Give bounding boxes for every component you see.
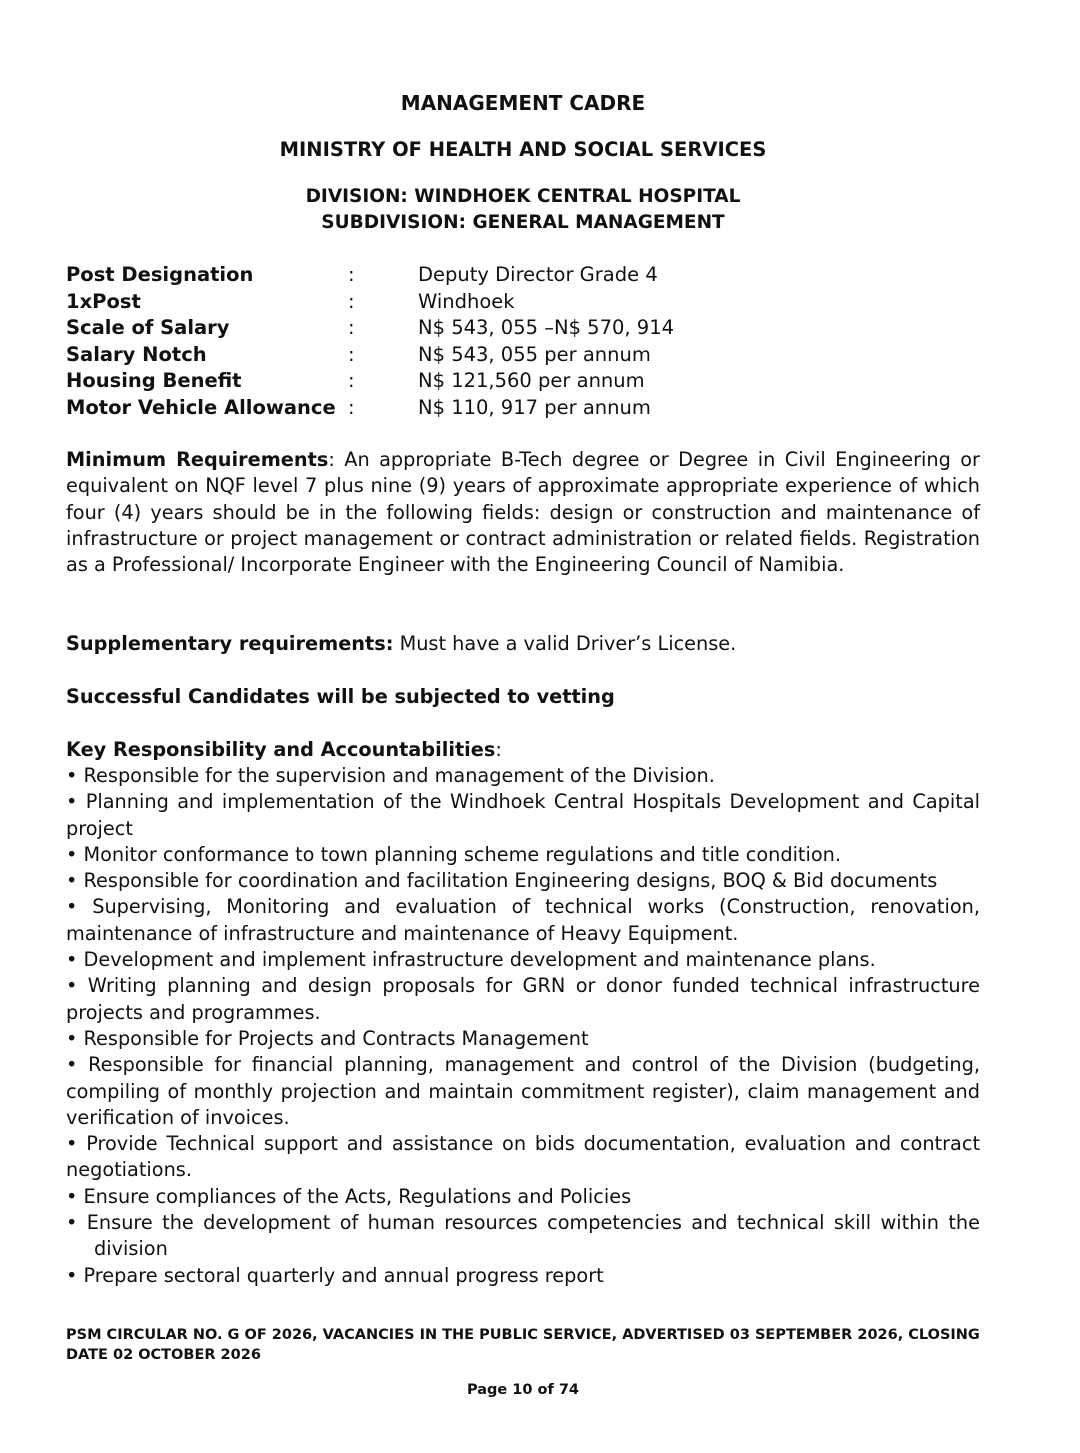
post-label: 1xPost <box>66 289 141 313</box>
post-value: Deputy Director Grade 4 <box>418 263 658 286</box>
list-item: • Responsible for financial planning, management and control of the Division (budgeting, compiling of monthly projection and maintain commitment register), claim management and verification of invoices. <box>66 1053 980 1129</box>
list-item: • Responsible for the supervision and management of the Division. <box>66 764 715 787</box>
supplementary-requirements-text: Must have a valid Driver’s License. <box>393 632 737 655</box>
list-item: • Supervising, Monitoring and evaluation of technical works (Construction, renovation, maintenance of infrastructure and maintenance of Heavy Equipment. <box>66 895 980 945</box>
post-colon: : <box>348 289 355 313</box>
post-value: N$ 543, 055 per annum <box>418 342 651 366</box>
post-colon: : <box>348 395 355 419</box>
post-colon: : <box>348 263 355 286</box>
post-row <box>66 342 674 369</box>
ministry-heading: MINISTRY OF HEALTH AND SOCIAL SERVICES <box>279 138 767 161</box>
post-row <box>66 289 674 316</box>
post-row <box>66 262 674 289</box>
list-item: • Prepare sectoral quarterly and annual progress report <box>66 1263 604 1287</box>
post-label: Housing Benefit <box>66 369 242 392</box>
division-heading: DIVISION: WINDHOEK CENTRAL HOSPITAL <box>305 186 741 207</box>
post-value: N$ 543, 055 –N$ 570, 914 <box>418 316 675 339</box>
supplementary-requirements-paragraph <box>66 631 980 657</box>
list-item: • Monitor conformance to town planning scheme regulations and title condition. <box>66 842 841 866</box>
responsibilities-list <box>66 763 980 1289</box>
post-colon: : <box>348 342 355 366</box>
post-label: Motor Vehicle Allowance <box>66 395 336 419</box>
list-item: • Responsible for coordination and facilitation Engineering designs, BOQ & Bid documents <box>66 869 938 893</box>
list-item: • Ensure compliances of the Acts, Regulations and Policies <box>66 1184 632 1208</box>
post-row <box>66 368 674 395</box>
post-row <box>66 315 674 342</box>
post-value: Windhoek <box>418 289 515 313</box>
post-label: Post Designation <box>66 263 254 286</box>
post-label: Scale of Salary <box>66 316 230 339</box>
post-value: N$ 121,560 per annum <box>418 369 645 392</box>
supplementary-requirements-label: Supplementary requirements: <box>66 632 394 655</box>
list-item: • Planning and implementation of the Windhoek Central Hospitals Development and Capital project <box>66 790 980 840</box>
list-item: • Writing planning and design proposals for GRN or donor funded technical infrastructure projects and programmes. <box>66 974 980 1024</box>
post-label: Salary Notch <box>66 342 207 366</box>
list-item: • Provide Technical support and assistance on bids documentation, evaluation and contract negotiations. <box>66 1132 980 1182</box>
post-value: N$ 110, 917 per annum <box>418 395 651 419</box>
cadre-heading: MANAGEMENT CADRE <box>400 91 646 115</box>
list-item: • Ensure the development of human resources competencies and technical skill within the division <box>66 1211 980 1261</box>
key-responsibilities-label: Key Responsibility and Accountabilities <box>66 738 496 761</box>
circular-footer: PSM CIRCULAR NO. G OF 2026, VACANCIES IN THE PUBLIC SERVICE, ADVERTISED 03 SEPTEMBER 2026, CLOSING DATE 02 OCTOBER 2026 <box>66 1327 980 1363</box>
list-item: • Development and implement infrastructure development and maintenance plans. <box>66 948 876 972</box>
subdivision-heading: SUBDIVISION: GENERAL MANAGEMENT <box>321 212 725 233</box>
post-details-table <box>66 262 674 421</box>
vetting-notice: Successful Candidates will be subjected to vetting <box>66 685 615 708</box>
post-row <box>66 395 674 422</box>
minimum-requirements-paragraph <box>66 447 980 578</box>
post-colon: : <box>348 369 355 392</box>
page-number: Page 10 of 74 <box>466 1382 579 1398</box>
division-heading-block <box>66 184 980 236</box>
key-responsibilities-heading <box>66 737 980 763</box>
list-item: • Responsible for Projects and Contracts Management <box>66 1026 589 1050</box>
key-responsibilities-colon: : <box>495 738 502 761</box>
post-colon: : <box>348 316 355 339</box>
minimum-requirements-label: Minimum Requirements <box>66 448 329 471</box>
minimum-requirements-text: : An appropriate B-Tech degree or Degree in Civil Engineering or equivalent on NQF level 7 plus nine (9) years of approximate appropriate experience of which four (4) years should be in the following fields: design or construction and maintenance of infrastructure or project management or contract administration or related fields. Registration as a Professional/ Incorporate Engineer with the Engineering Council of Namibia. <box>66 448 980 577</box>
